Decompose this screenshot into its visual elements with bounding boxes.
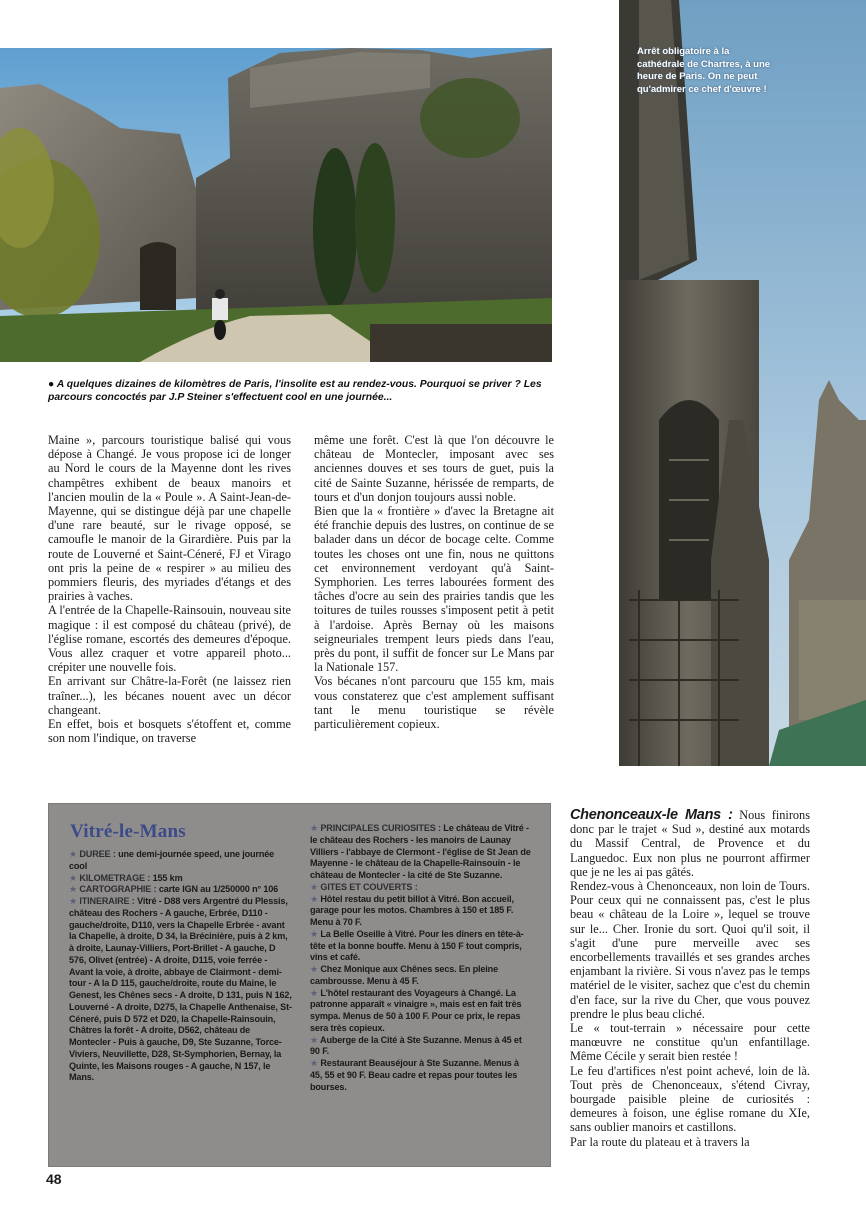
info-item: ★ Chez Monique aux Chênes secs. En pleine cambrousse. Menu à 45 F. bbox=[310, 964, 498, 986]
info-item: ★ L'hôtel restaurant des Voyageurs à Changé. La patronne apparaît « vinaigre », mais est en fait très sympa. Menus de 50 à 100 F. Pour ce prix, le repas sera très copieux. bbox=[310, 987, 522, 1033]
info-item: ★ KILOMETRAGE : 155 km bbox=[69, 872, 183, 883]
star-icon: ★ bbox=[310, 893, 321, 904]
star-icon: ★ bbox=[69, 896, 80, 906]
route-info-box bbox=[48, 803, 551, 1167]
paragraph: Par la route du plateau et à travers la bbox=[570, 1134, 750, 1149]
star-icon: ★ bbox=[310, 928, 321, 939]
info-item: ★ La Belle Oseille à Vitré. Pour les dîners en tête-à-tête et la bonne bouffe. Menu à 150 F tout compris, vins et café. bbox=[310, 928, 524, 963]
star-icon: ★ bbox=[310, 987, 321, 998]
star-icon: ★ bbox=[310, 881, 321, 892]
section-lead: Chenonceaux-le Mans : bbox=[570, 807, 733, 823]
info-item: ★ PRINCIPALES CURIOSITES : Le château de Vitré - le château des Rochers - les manoirs de Launay Villiers - l'abbaye de Clermont - l'église de St Jean de Mayenne - le château de la Chapelle-Rainsouin - le château de Montecler - la cité de Ste Suzanne. bbox=[310, 823, 531, 880]
star-icon: ★ bbox=[69, 849, 80, 859]
page-number: 48 bbox=[46, 1171, 62, 1187]
paragraph: Maine », parcours touristique balisé qui vous dépose à Changé. Je vous propose ici de longer au Nord le cours de la Mayenne dont les rives champêtres exhibent de beaux manoirs et l'ancien moulin de la « Poule ». A Saint-Jean-de-Mayenne, qui se distingue déjà par une chapelle d'une rare beauté, sur le rivage opposé, se camoufle le manoir de la Girardière. Puis par la route de Louverné et Saint-Céneré, FJ et Virago ont pris la peine de « respirer » au milieu des pommiers fleuris, des myriades d'étangs et des prairies à vaches. bbox=[48, 433, 291, 604]
star-icon: ★ bbox=[69, 884, 80, 895]
article-column-1 bbox=[48, 433, 291, 745]
paragraph: même une forêt. C'est là que l'on découvre le château de Montecler, imposant avec ses anciennes douves et ses tours de guet, puis la cité de Sainte Suzanne, hérissée de remparts, de tours et d'un donjon toujours aussi noble. bbox=[314, 433, 554, 504]
star-icon: ★ bbox=[310, 1058, 321, 1068]
paragraph: Rendez-vous à Chenonceaux, non loin de Tours. Pour ceux qui ne connaissent pas, c'est le plus beau « château de la Loire », lequel se trouve sur le... Cher. Ironie du sort. Quoi qu'il soit, il s'agit d'une pure merveille avec ses encorbellements travaillés et ses grandes arches enjambant la rivière. Si vous n'avez pas le temps matériel de le visiter, sachez que c'est du chemin d'en face, sur la rive du Cher, que vous pouvez prendre le plus beau cliché. bbox=[570, 879, 810, 1021]
info-item: ★ CARTOGRAPHIE : carte IGN au 1/250000 n° 106 bbox=[69, 884, 279, 895]
article-column-2 bbox=[314, 433, 554, 731]
box-right-column bbox=[310, 823, 533, 1093]
box-left-column bbox=[69, 849, 292, 1084]
paragraph: Chenonceaux-le Mans : Nous finirons donc par le trajet « Sud », destiné aux motards du Massif Central, de Provence et du Languedoc. Eux non plus ne pourront affirmer que je ne les ai pas gâtés. bbox=[570, 807, 810, 879]
photo-caption-text: A quelques dizaines de kilomètres de Paris, l'insolite est au rendez-vous. Pourquoi se priver ? Les parcours concoctés par J.P Steiner s'effectuent cool en une journée... bbox=[48, 379, 542, 403]
star-icon: ★ bbox=[310, 823, 321, 833]
cathedral-caption: Arrêt obligatoire à la cathédrale de Chartres, à une heure de Paris. On ne peut qu'admirer ce chef d'œuvre ! bbox=[637, 46, 771, 95]
star-icon: ★ bbox=[310, 1034, 321, 1045]
paragraph: A l'entrée de la Chapelle-Rainsouin, nouveau site magique : il est composé du château (privé), de l'église romane, escortés des demeures d'époque. Vous allez craquer et votre appareil photo... crépiter une nouvelle fois. bbox=[48, 603, 291, 675]
star-icon: ★ bbox=[69, 872, 80, 883]
info-item: ★ Hôtel restau du petit billot à Vitré. Bon accueil, garage pour les motos. Chambres à 150 et 185 F. Menu à 70 F. bbox=[310, 893, 514, 927]
paragraph: Bien que la « frontière » d'avec la Bretagne ait été franchie depuis des lustres, on continue de se balader dans un décor de bocage celte. Comme toutes les choses ont une fin, nous ne quittons cet environnement verdoyant qu'à Saint-Symphorien. Les terres labourées forment des tâches d'ocre au sein des prairies tandis que les toitures de tuiles rousses s'imposent petit à petit à l'ardoise. Après Bernay où les maisons seigneuriales trempent leurs pieds dans l'eau, près du pont, il suffit de foncer sur Le Mans par la Nationale 157. bbox=[314, 504, 554, 675]
info-item: ★ Restaurant Beauséjour à Ste Suzanne. Menus à 45, 55 et 90 F. Beau cadre et repas pour toutes les bourses. bbox=[310, 1058, 519, 1092]
article-column-3 bbox=[570, 808, 810, 1149]
info-item: ★ DUREE : une demi-journée speed, une journée cool bbox=[69, 849, 275, 871]
info-item: ★ ITINERAIRE : Vitré - D88 vers Argentré du Plessis, château des Rochers - A gauche, Erbrée, D110 - gauche/droite, D110, vers la Chapelle Erbrée - avant la Chapelle, à droite, D 34, la Brécinière, puis à 2 km, à droite, Launay-Villiers, Port-Brillet - A gauche, D 576, Olivet (entrée) - A droite, D115, voie ferrée - Avant la voie, à droite, abbaye de Clairmont - demi-tour - A la D 115, gauche/droite, route du Maine, le Genest, les Chênes secs - A droite, D 131, puis N 162, Louverné - A droite, D275, la Chapelle Anthenaise, St-Céneré, puis D 572 et D20, la Chapelle-Rainsouin, Châtres la forêt - A droite, D562, château de Montecler - Puis à gauche, D9, Ste Suzanne, Torce-Viviers, Neuvillette, D28, St-Symphorien, Bernay, la Quinte, les Maisons rouges - A gauche, N 157, le Mans. bbox=[69, 896, 292, 1083]
info-item: ★ Auberge de la Cité à Ste Suzanne. Menus à 45 et 90 F. bbox=[310, 1034, 522, 1057]
castle-photo bbox=[0, 48, 552, 362]
paragraph: Le « tout-terrain » nécessaire pour cette manœuvre ne constitue qu'un enfantillage. Même Cécile y serait bien restée ! bbox=[570, 1021, 810, 1064]
paragraph: Vos bécanes n'ont parcouru que 155 km, mais vous constaterez que c'est amplement suffisant tant le menu touristique se révèle particulièrement copieux. bbox=[314, 674, 554, 732]
paragraph: Le feu d'artifices n'est point achevé, loin de là. Tout près de Chenonceaux, s'étend Civray, bourgade paisible pleine de curiosités : demeures à foison, une église romane du XIe, sans oublier manoirs et castillons. bbox=[570, 1063, 810, 1135]
info-item: ★ GITES ET COUVERTS : bbox=[310, 881, 418, 892]
box-title: Vitré-le-Mans bbox=[70, 821, 186, 842]
paragraph: En effet, bois et bosquets s'étoffent et, comme son nom l'indique, on traverse bbox=[48, 717, 291, 746]
photo-caption: ● A quelques dizaines de kilomètres de Paris, l'insolite est au rendez-vous. Pourquoi se priver ? Les parcours concoctés par J.P Steiner s'effectuent cool en une journée... bbox=[48, 379, 542, 403]
paragraph: En arrivant sur Châtre-la-Forêt (ne laissez rien traîner...), les bécanes nouent avec un décor changeant. bbox=[48, 674, 291, 717]
star-icon: ★ bbox=[310, 964, 321, 974]
cathedral-photo bbox=[619, 0, 866, 766]
